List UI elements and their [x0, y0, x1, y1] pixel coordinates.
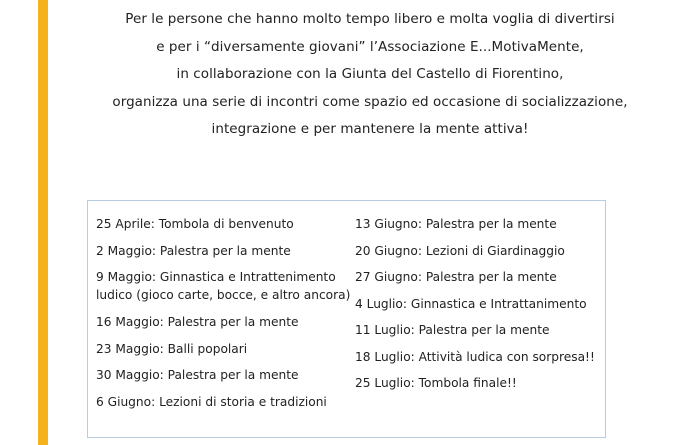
- schedule-item: 20 Giugno: Lezioni di Giardinaggio: [355, 243, 565, 258]
- schedule-column-right: [355, 211, 605, 397]
- schedule-item: 25 Luglio: Tombola finale!!: [355, 376, 517, 390]
- intro-line: organizza una serie di incontri come spazio ed occasione di socializzazione,: [112, 93, 628, 110]
- schedule-item: 18 Luglio: Attività ludica con sorpresa!!: [355, 349, 595, 364]
- intro-text: [90, 6, 650, 144]
- schedule-box: [87, 200, 606, 438]
- schedule-item: 4 Luglio: Ginnastica e Intrattanimento: [355, 296, 587, 311]
- schedule-item: 11 Luglio: Palestra per la mente: [355, 323, 550, 337]
- schedule-item: 2 Maggio: Palestra per la mente: [96, 243, 291, 258]
- intro-line: integrazione e per mantenere la mente attiva!: [211, 121, 529, 137]
- schedule-column-left: [96, 211, 351, 415]
- schedule-item: 13 Giugno: Palestra per la mente: [355, 217, 557, 231]
- schedule-item: 27 Giugno: Palestra per la mente: [355, 270, 557, 284]
- accent-bar: [38, 0, 48, 445]
- schedule-item-line: 9 Maggio: Ginnastica e Intrattenimento: [96, 270, 336, 284]
- schedule-item: 25 Aprile: Tombola di benvenuto: [96, 217, 294, 231]
- intro-line: Per le persone che hanno molto tempo libero e molta voglia di divertirsi: [125, 11, 615, 27]
- schedule-item: 23 Maggio: Balli popolari: [96, 341, 248, 356]
- schedule-item: 16 Maggio: Palestra per la mente: [96, 315, 299, 329]
- schedule-item: 6 Giugno: Lezioni di storia e tradizioni: [96, 394, 327, 409]
- intro-line: in collaborazione con la Giunta del Castello di Fiorentino,: [176, 66, 564, 82]
- intro-line: e per i “diversamente giovani” l’Associazione E...MotivaMente,: [156, 38, 584, 55]
- schedule-item: [96, 264, 351, 309]
- schedule-item: 30 Maggio: Palestra per la mente: [96, 368, 299, 382]
- schedule-item-line: ludico (gioco carte, bocce, e altro ancora): [96, 288, 351, 302]
